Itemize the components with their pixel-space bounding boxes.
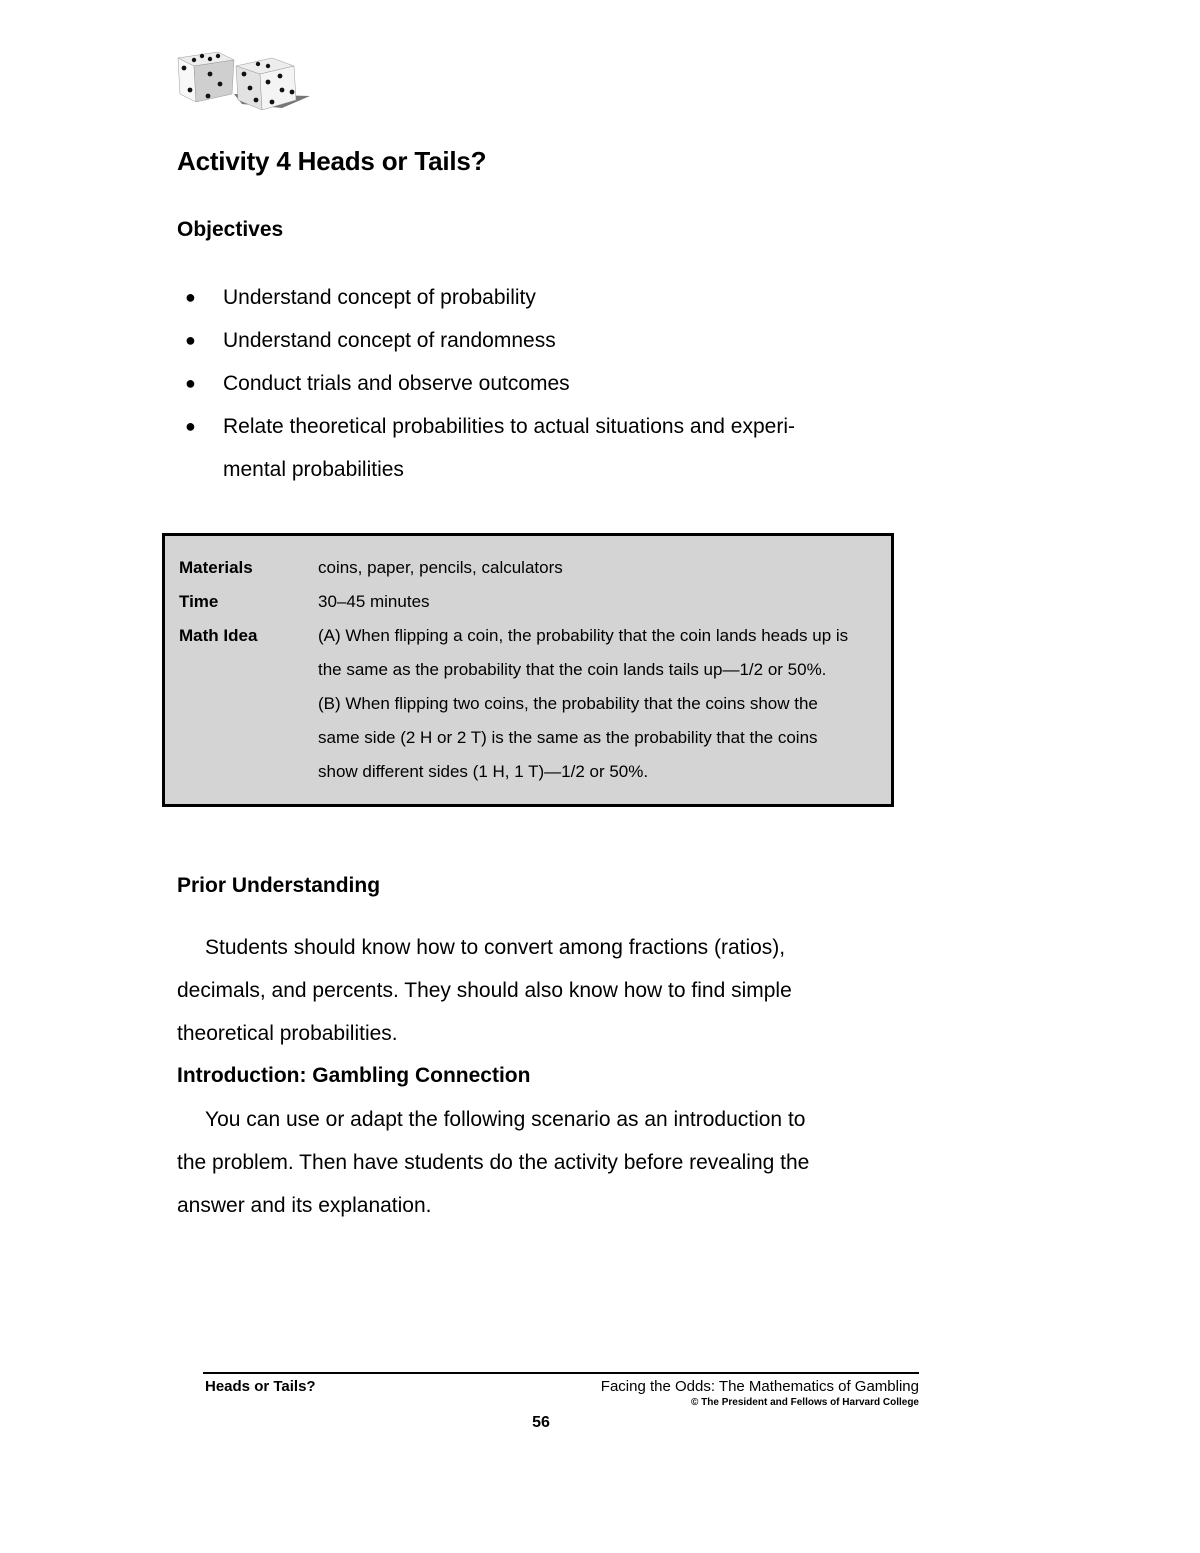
math-idea-line: show different sides (1 H, 1 T)—1/2 or 50%. <box>318 762 649 781</box>
footer-copyright: © The President and Fellows of Harvard College <box>691 1397 919 1408</box>
bullet-icon: ● <box>185 373 196 393</box>
objectives-list <box>177 276 877 491</box>
introduction-paragraph: You can use or adapt the following scenario as an introduction to the problem. Then have students do the activity before revealing the answer and its explanation. <box>177 1108 810 1217</box>
dice-illustration <box>172 44 314 116</box>
footer-activity-title: Heads or Tails? <box>205 1378 316 1395</box>
objective-item: ● Relate theoretical probabilities to actual situations and experi- <box>177 405 877 448</box>
objective-item-continuation: mental probabilities <box>223 458 404 481</box>
objectives-heading: Objectives <box>177 218 284 241</box>
footer-divider <box>203 1372 919 1374</box>
bullet-icon: ● <box>185 287 196 307</box>
footer-book-title: Facing the Odds: The Mathematics of Gambling <box>600 1378 919 1395</box>
time-value: 30–45 minutes <box>318 592 430 611</box>
objective-item: ● Conduct trials and observe outcomes <box>177 362 877 405</box>
page-title: Activity 4 Heads or Tails? <box>177 146 487 176</box>
bullet-icon: ● <box>185 330 196 350</box>
objective-item: ● Understand concept of randomness <box>177 319 877 362</box>
introduction-heading: Introduction: Gambling Connection <box>177 1064 531 1087</box>
materials-value: coins, paper, pencils, calculators <box>318 558 563 577</box>
math-idea-line: same side (2 H or 2 T) is the same as the probability that the coins <box>318 728 818 747</box>
prior-understanding-heading: Prior Understanding <box>177 874 381 897</box>
math-idea-line: the same as the probability that the coin lands tails up—1/2 or 50%. <box>318 660 827 679</box>
materials-box <box>162 533 894 807</box>
math-idea-line: (B) When flipping two coins, the probability that the coins show the <box>318 694 818 713</box>
prior-understanding-paragraph: Students should know how to convert among fractions (ratios), decimals, and percents. They should also know how to find simple theoretical probabilities. <box>177 936 792 1045</box>
bullet-icon: ● <box>185 416 196 436</box>
math-idea-line: (A) When flipping a coin, the probability that the coin lands heads up is <box>318 626 849 645</box>
materials-label: Materials <box>179 558 253 577</box>
math-idea-label: Math Idea <box>179 626 258 645</box>
objective-item: ● Understand concept of probability <box>177 276 877 319</box>
page-number: 56 <box>532 1414 550 1431</box>
time-label: Time <box>179 592 219 611</box>
